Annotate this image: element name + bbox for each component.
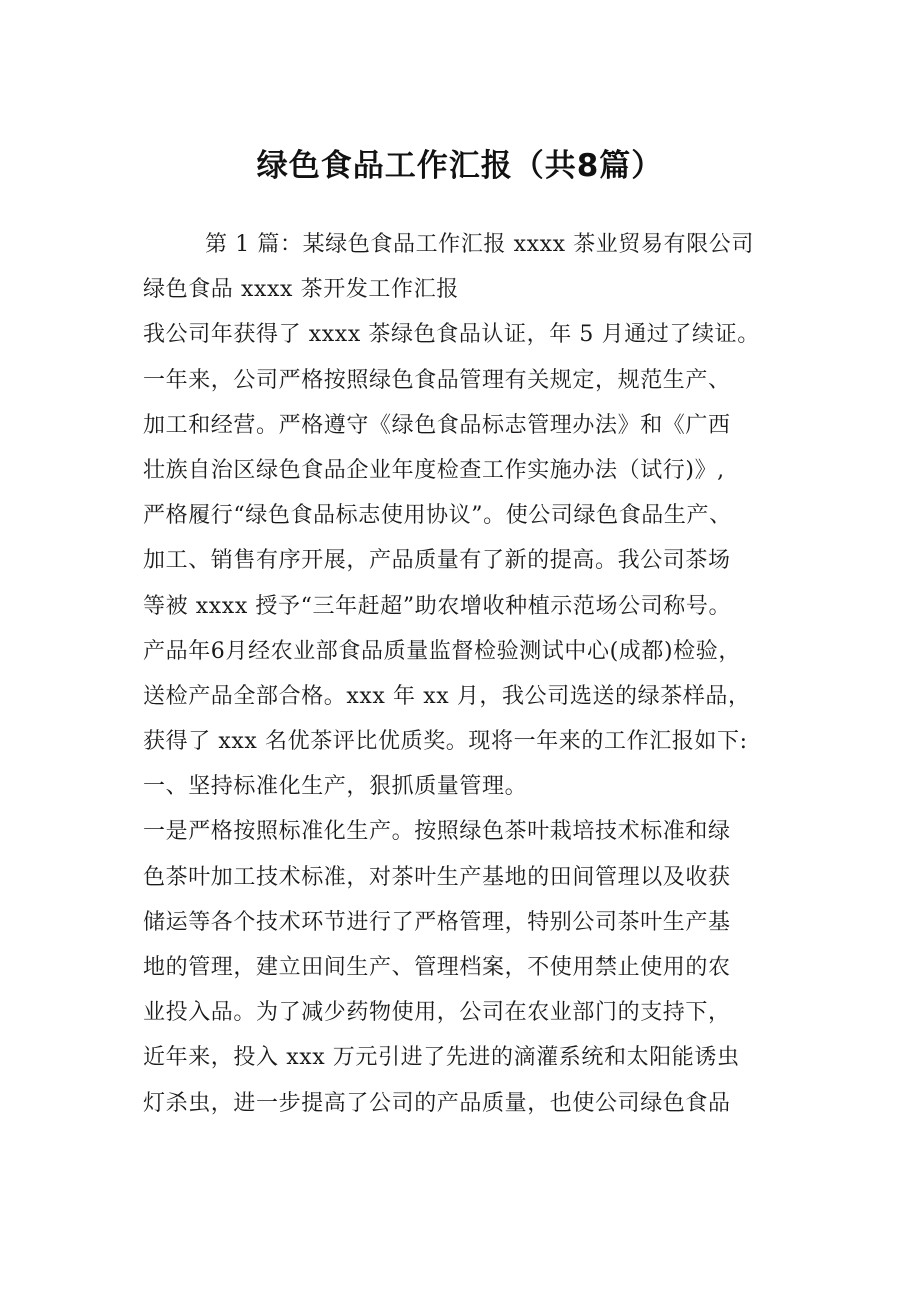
paragraph-line: 业投入品。为了减少药物使用，公司在农业部门的支持下， bbox=[143, 1000, 731, 1026]
paragraph-line: 等被 xxxx 授予“三年赶超”助农增收种植示范场公司称号。 bbox=[143, 593, 732, 619]
paragraph-line: 色茶叶加工技术标准，对茶叶生产基地的田间管理以及收获 bbox=[143, 864, 731, 890]
paragraph-line: 一年来，公司严格按照绿色食品管理有关规定，规范生产、 bbox=[143, 367, 731, 393]
paragraph-line: 灯杀虫，进一步提高了公司的产品质量，也使公司绿色食品 bbox=[143, 1090, 731, 1116]
paragraph-line: 加工、销售有序开展，产品质量有了新的提高。我公司茶场 bbox=[143, 548, 731, 574]
paragraph-line: 储运等各个技术环节进行了严格管理，特别公司茶叶生产基 bbox=[143, 909, 731, 935]
paragraph-line: 我公司年获得了 xxxx 茶绿色食品认证，年 5 月通过了续证。 bbox=[143, 322, 760, 348]
paragraph-line: 一是严格按照标准化生产。按照绿色茶叶栽培技术标准和绿 bbox=[143, 819, 731, 845]
document-body bbox=[143, 222, 803, 1126]
paragraph-line: 壮族自治区绿色食品企业年度检查工作实施办法（试行)》, bbox=[143, 457, 725, 483]
document-title: 绿色食品工作汇报（共8篇） bbox=[256, 148, 664, 184]
paragraph-line: 加工和经营。严格遵守《绿色食品标志管理办法》和《广西 bbox=[143, 412, 731, 438]
paragraph-line: 绿色食品 xxxx 茶开发工作汇报 bbox=[143, 277, 459, 303]
section-heading-line: 一、坚持标准化生产，狠抓质量管理。 bbox=[143, 774, 528, 800]
paragraph-line: 获得了 xxx 名优茶评比优质奖。现将一年来的工作汇报如下: bbox=[143, 729, 748, 755]
paragraph-line: 产品年6月经农业部食品质量监督检验测试中心(成都)检验， bbox=[143, 638, 741, 664]
paragraph-line: 地的管理，建立田间生产、管理档案，不使用禁止使用的农 bbox=[143, 955, 731, 980]
paragraph-line: 第 1 篇：某绿色食品工作汇报 xxxx 茶业贸易有限公司 bbox=[205, 232, 754, 257]
paragraph-line: 近年来，投入 xxx 万元引进了先进的滴灌系统和太阳能诱虫 bbox=[143, 1045, 740, 1071]
paragraph-line: 送检产品全部合格。xxx 年 xx 月，我公司选送的绿茶样品， bbox=[143, 683, 751, 709]
paragraph-line: 严格履行“绿色食品标志使用协议”。使公司绿色食品生产、 bbox=[143, 503, 732, 529]
